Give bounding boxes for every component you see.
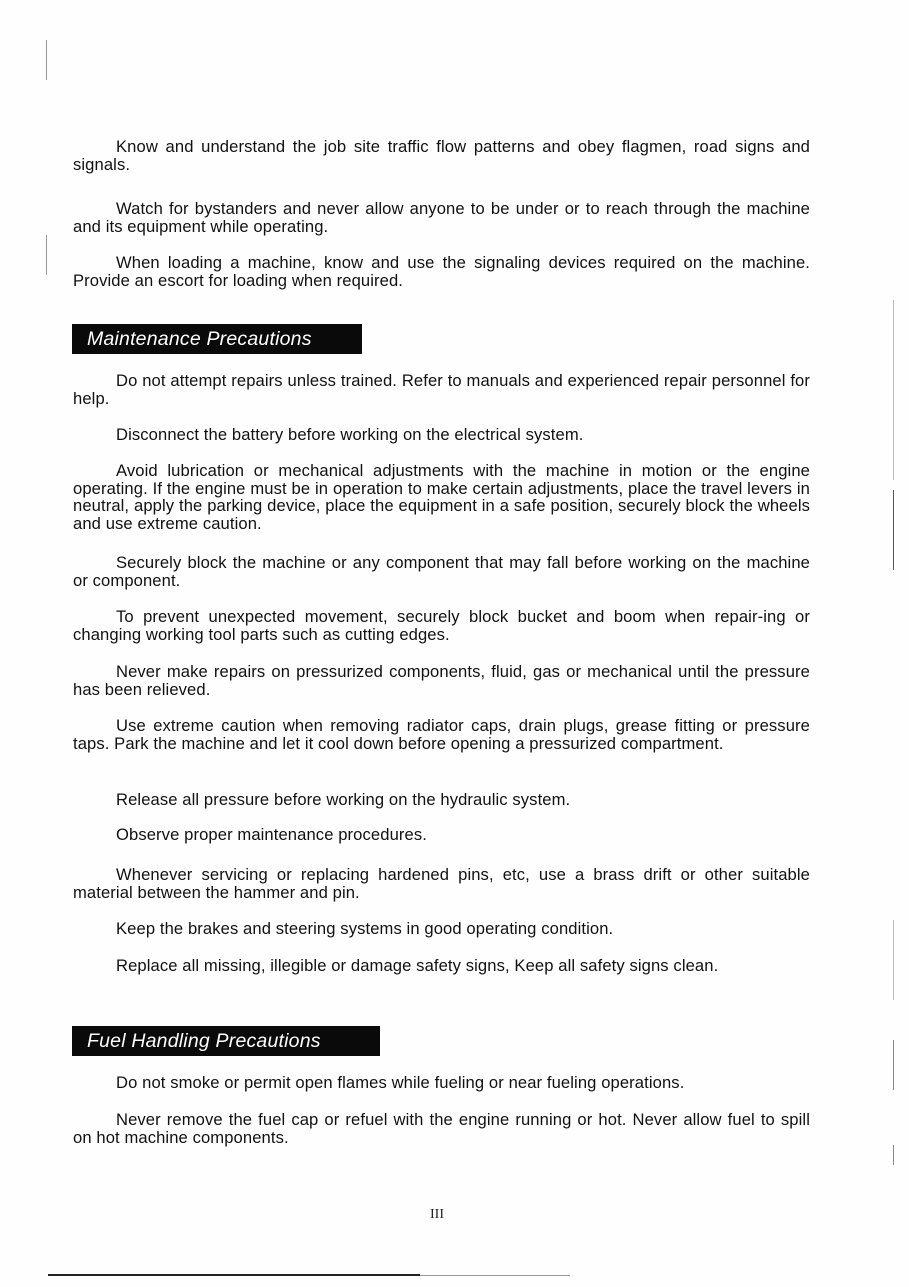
- page-number: III: [430, 1207, 444, 1222]
- maintenance-paragraph: Avoid lubrication or mechanical adjustments with the machine in motion or the engine operating. If the engine must be in operation to make certain adjustments, place the travel levers in neutral, apply the parking device, place the equipment in a safe position, securely block the wheels and use extreme caution.: [73, 461, 810, 533]
- maintenance-paragraph: Release all pressure before working on the hydraulic system.: [116, 790, 571, 809]
- bottom-rule-faded: [420, 1275, 570, 1276]
- scan-mark: [893, 490, 894, 570]
- maintenance-paragraph: Observe proper maintenance procedures.: [116, 825, 427, 844]
- maintenance-paragraph: Do not attempt repairs unless trained. Refer to manuals and experienced repair personnel for help.: [73, 371, 810, 408]
- section-header-fuel-handling: Fuel Handling Precautions: [72, 1026, 380, 1056]
- scan-mark: [893, 920, 894, 1000]
- bottom-rule: [48, 1274, 420, 1276]
- fuel-paragraph: Do not smoke or permit open flames while fueling or near fueling operations.: [116, 1073, 685, 1092]
- fuel-paragraph: Never remove the fuel cap or refuel with the engine running or hot. Never allow fuel to spill on hot machine components.: [73, 1110, 810, 1147]
- maintenance-paragraph: Use extreme caution when removing radiator caps, drain plugs, grease fitting or pressure taps. Park the machine and let it cool down before opening a pressurized compartment.: [73, 716, 810, 753]
- scan-mark: [46, 40, 47, 80]
- scan-mark: [46, 235, 47, 275]
- scan-mark: [893, 1040, 894, 1090]
- scan-mark: [893, 300, 894, 480]
- maintenance-paragraph: To prevent unexpected movement, securely block bucket and boom when repair-ing or changing working tool parts such as cutting edges.: [73, 607, 810, 644]
- section-header-maintenance: Maintenance Precautions: [72, 324, 362, 354]
- maintenance-paragraph: Disconnect the battery before working on the electrical system.: [116, 425, 584, 444]
- scan-mark: [893, 1145, 894, 1165]
- intro-paragraph: When loading a machine, know and use the signaling devices required on the machine. Provide an escort for loading when required.: [73, 253, 810, 290]
- intro-paragraph: Know and understand the job site traffic flow patterns and obey flagmen, road signs and signals.: [73, 137, 810, 174]
- maintenance-paragraph: Whenever servicing or replacing hardened pins, etc, use a brass drift or other suitable material between the hammer and pin.: [73, 865, 810, 902]
- maintenance-paragraph: Replace all missing, illegible or damage safety signs, Keep all safety signs clean.: [116, 956, 719, 975]
- maintenance-paragraph: Never make repairs on pressurized components, fluid, gas or mechanical until the pressure has been relieved.: [73, 662, 810, 699]
- maintenance-paragraph: Keep the brakes and steering systems in good operating condition.: [116, 919, 614, 938]
- intro-paragraph: Watch for bystanders and never allow anyone to be under or to reach through the machine and its equipment while operating.: [73, 199, 810, 236]
- maintenance-paragraph: Securely block the machine or any component that may fall before working on the machine or component.: [73, 553, 810, 590]
